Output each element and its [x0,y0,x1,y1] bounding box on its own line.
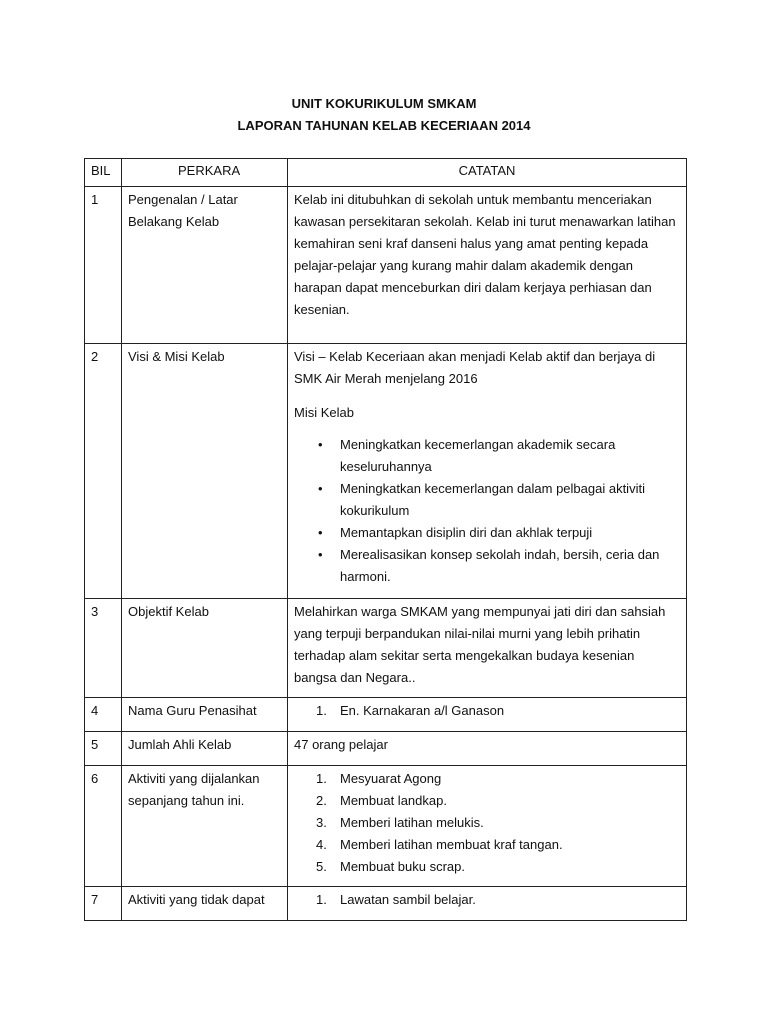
list-number: 3. [316,815,327,830]
table-header-row [85,159,687,187]
row-perkara-cell [122,887,288,921]
row-bil-cell [85,698,122,732]
table-row [85,887,687,921]
table-row [85,698,687,732]
list-item [316,812,680,834]
header-bil [85,159,122,187]
list-item-text: En. Karnakaran a/l Ganason [340,703,505,718]
report-table [84,158,687,921]
list-item-text: Membuat landkap. [340,793,447,808]
row-perkara-cell [122,344,288,599]
list-item [316,700,680,722]
row-bil: 6 [91,771,99,786]
row-bil-cell [85,732,122,766]
row-bil-cell [85,344,122,599]
list-number: 2. [316,793,327,808]
list-item [316,768,680,790]
misi-list [294,434,680,588]
row-catatan: Melahirkan warga SMKAM yang mempunyai jati diri dan sahsiah yang terpuji berpandukan nilai-nilai murni yang lebih prihatin terhadap alam sekitar serta mengekalkan budaya kesenian bangsa dan Negara.. [294,604,666,685]
visi-statement: Visi – Kelab Keceriaan akan menjadi Kelab aktif dan berjaya di SMK Air Merah menjelang 2016 [294,349,656,386]
row-perkara-cell [122,698,288,732]
row-bil: 7 [91,892,99,907]
misi-item-text: Merealisasikan konsep sekolah indah, bersih, ceria dan harmoni. [340,547,660,584]
list-item [316,889,680,911]
table-row [85,766,687,887]
header-bil-label: BIL [91,163,111,178]
row-bil-cell [85,887,122,921]
row-bil: 4 [91,703,99,718]
list-item-text: Lawatan sambil belajar. [340,892,476,907]
row-perkara-cell [122,732,288,766]
list-item [316,834,680,856]
row-perkara-cell [122,766,288,887]
table-row [85,187,687,344]
document-title-line-1: UNIT KOKURIKULUM SMKAM [291,96,477,111]
list-number: 5. [316,859,327,874]
tidak-dapat-list-wrap [288,887,686,919]
document-title-line-2: LAPORAN TAHUNAN KELAB KECERIAAN 2014 [237,118,531,133]
row-catatan: 47 orang pelajar [294,737,388,752]
row-bil: 2 [91,349,99,364]
row-bil: 3 [91,604,99,619]
guru-list [294,700,680,722]
row-perkara: Visi & Misi Kelab [128,349,225,364]
list-number: 4. [316,837,327,852]
row-perkara: Objektif Kelab [128,604,209,619]
list-item-text: Membuat buku scrap. [340,859,466,874]
list-number: 1. [316,892,327,907]
row-catatan-cell [288,187,687,344]
bullet-icon: • [318,437,323,452]
list-item [318,478,680,522]
header-perkara-label: PERKARA [178,163,241,178]
header-perkara [122,159,288,187]
list-item [318,544,680,588]
bullet-icon: • [318,525,323,540]
row-catatan-cell [288,344,687,599]
row-perkara-cell [122,187,288,344]
row-perkara-cell [122,599,288,698]
bullet-icon: • [318,547,323,562]
misi-label: Misi Kelab [294,405,354,420]
aktiviti-list-wrap [288,766,686,886]
row-perkara: Pengenalan / Latar Belakang Kelab [128,192,238,229]
row-perkara: Jumlah Ahli Kelab [128,737,232,752]
list-item-text: Memberi latihan melukis. [340,815,484,830]
table-row [85,732,687,766]
row-bil: 1 [91,192,99,207]
row-catatan-cell [288,766,687,887]
row-catatan-cell [288,887,687,921]
document-title-block [0,93,768,137]
list-number: 1. [316,771,327,786]
row-bil-cell [85,187,122,344]
list-item [318,522,680,544]
row-perkara: Aktiviti yang tidak dapat [128,892,265,907]
list-item [316,856,680,878]
row-catatan-cell [288,732,687,766]
row-perkara: Aktiviti yang dijalankan sepanjang tahun ini. [128,771,260,808]
row-catatan: Kelab ini ditubuhkan di sekolah untuk membantu menceriakan kawasan persekitaran sekolah. Kelab ini turut menawarkan latihan kemahiran seni kraf danseni halus yang amat penting kepada pelajar-pelajar yang kurang mahir dalam akademik dengan harapan dapat menceburkan diri dalam kerjaya perhiasan dan kesenian. [294,192,676,317]
row-bil-cell [85,599,122,698]
list-item [316,790,680,812]
row-catatan-cell [288,599,687,698]
visi-misi-content [288,344,686,596]
misi-item-text: Meningkatkan kecemerlangan dalam pelbagai aktiviti kokurikulum [340,481,645,518]
tidak-dapat-list [294,889,680,911]
misi-item-text: Meningkatkan kecemerlangan akademik secara keseluruhannya [340,437,616,474]
row-bil-cell [85,766,122,887]
list-item-text: Memberi latihan membuat kraf tangan. [340,837,563,852]
row-perkara: Nama Guru Penasihat [128,703,257,718]
list-item [318,434,680,478]
header-catatan [288,159,687,187]
row-catatan-cell [288,698,687,732]
row-bil: 5 [91,737,99,752]
header-catatan-label: CATATAN [458,163,516,178]
table-row [85,599,687,698]
aktiviti-list [294,768,680,878]
bullet-icon: • [318,481,323,496]
misi-item-text: Memantapkan disiplin diri dan akhlak terpuji [340,525,593,540]
list-item-text: Mesyuarat Agong [340,771,442,786]
list-number: 1. [316,703,327,718]
guru-list-wrap [288,698,686,730]
table-row [85,344,687,599]
